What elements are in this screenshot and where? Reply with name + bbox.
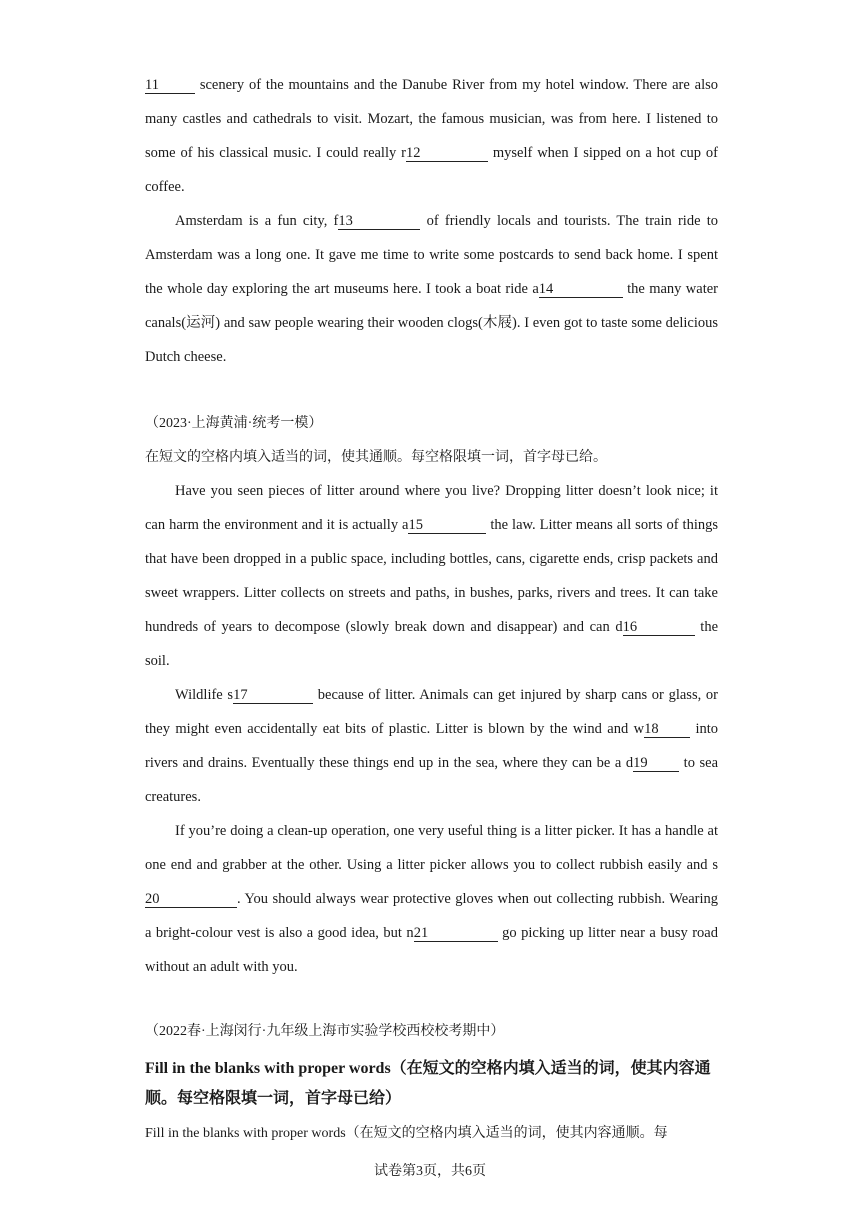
passage-paragraph: [145, 68, 718, 204]
paragraph-text: myself when I sipped on a hot cup of coffee.: [145, 145, 718, 195]
question-instruction: 在短文的空格内填入适当的词，使其通顺。每空格限填一词，首字母已给。: [145, 450, 607, 465]
paragraph-text: Amsterdam is a fun city, f: [175, 213, 339, 229]
blank-18[interactable]: 18: [644, 721, 690, 738]
passage-paragraph: [145, 678, 718, 814]
paragraph-text: into rivers and drains. Eventually these things end up in the sea, where they can be a d: [145, 721, 718, 771]
blank-12[interactable]: 12: [406, 145, 488, 162]
question-source: （2022春·上海闵行·九年级上海市实验学校西校校考期中）: [145, 1024, 505, 1039]
passage-paragraph: [145, 814, 718, 984]
blank-14[interactable]: 14: [539, 281, 623, 298]
paragraph-text: Wildlife s: [175, 687, 234, 703]
paragraph-text: the law. Litter means all sorts of things that have been dropped in a public space, including bottles, cans, cigarette ends, crisp packets and sweet wrappers. Litter collects on streets and paths, in bushes, parks, rivers and trees. It can take hundreds of years to decompose (slowly break down and disappear) and can d: [145, 517, 718, 635]
page-content: [145, 68, 718, 1146]
section-heading: Fill in the blanks with proper words（在短文的空格内填入适当的词，使其内容通顺。每空格限填一词，首字母已给）: [145, 1060, 711, 1107]
blank-20[interactable]: 20: [145, 891, 237, 908]
blank-19[interactable]: 19: [633, 755, 679, 772]
blank-16[interactable]: 16: [623, 619, 695, 636]
page-footer: 试卷第3页，共6页: [374, 1164, 486, 1179]
paragraph-text: Have you seen pieces of litter around where you live? Dropping litter doesn’t look nice; it can harm the environment and it is actually a: [145, 483, 718, 533]
question-source: （2023·上海黄浦·统考一模）: [145, 416, 323, 431]
paragraph-text: the many water canals(运河) and saw people wearing their wooden clogs(木屐). I even got to taste some delicious Dutch cheese.: [145, 281, 718, 365]
passage-paragraph: [145, 474, 718, 678]
paragraph-text: of friendly locals and tourists. The train ride to Amsterdam was a long one. It gave me time to write some postcards to send back home. I spent the whole day exploring the art museums here. I took a boat ride a: [145, 213, 718, 297]
paragraph-text: go picking up litter near a busy road without an adult with you.: [145, 925, 718, 975]
paragraph-text: the soil.: [145, 619, 719, 669]
blank-15[interactable]: 15: [408, 517, 486, 534]
paragraph-text: scenery of the mountains and the Danube River from my hotel window. There are also many castles and cathedrals to visit. Mozart, the famous musician, was from here. I listened to some of his classical music. I could really r: [145, 77, 718, 161]
paragraph-text: . You should always wear protective gloves when out collecting rubbish. Wearing a bright-colour vest is also a good idea, but n: [145, 891, 718, 941]
blank-21[interactable]: 21: [414, 925, 498, 942]
paragraph-text: because of litter. Animals can get injured by sharp cans or glass, or they might even accidentally eat bits of plastic. Litter is blown by the wind and w: [145, 687, 718, 737]
question-instruction: Fill in the blanks with proper words（在短文的空格内填入适当的词，使其内容通顺。每: [145, 1126, 668, 1141]
blank-11[interactable]: 11: [145, 77, 195, 94]
paragraph-text: If you’re doing a clean-up operation, one very useful thing is a litter picker. It has a handle at one end and grabber at the other. Using a litter picker allows you to collect rubbish easily and s: [145, 823, 718, 873]
blank-17[interactable]: 17: [233, 687, 313, 704]
paragraph-text: to sea creatures.: [145, 755, 719, 805]
blank-13[interactable]: 13: [338, 213, 420, 230]
passage-paragraph: [145, 204, 718, 374]
